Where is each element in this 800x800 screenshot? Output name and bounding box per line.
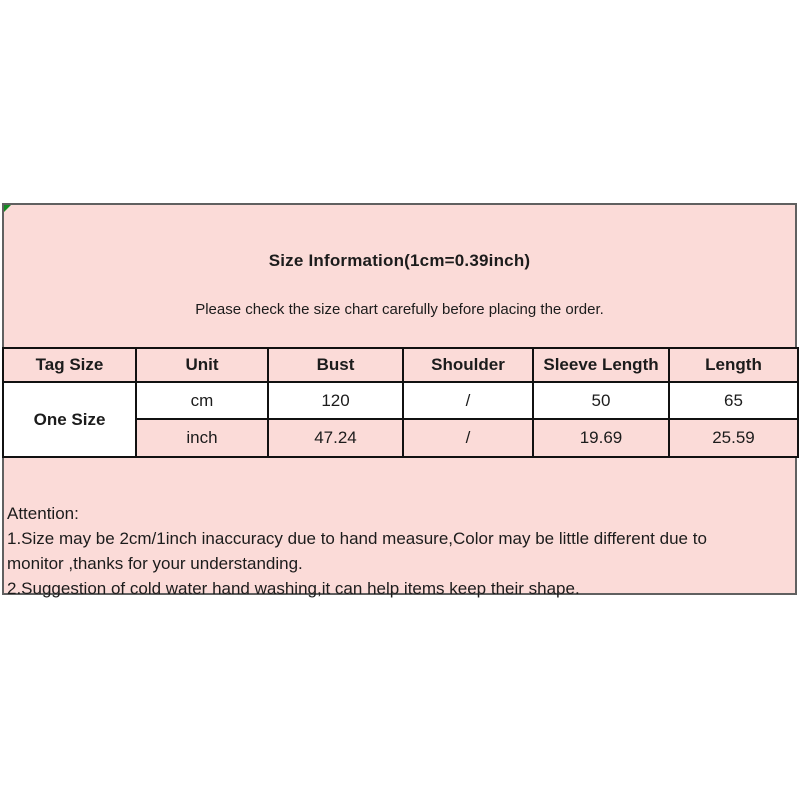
attention-line-2: monitor ,thanks for your understanding.: [7, 554, 303, 573]
attention-line-3: 2.Suggestion of cold water hand washing,it can help items keep their shape.: [7, 579, 580, 598]
cell-cm-unit: cm: [136, 382, 268, 419]
attention-line-1: 1.Size may be 2cm/1inch inaccuracy due to hand measure,Color may be little different due to: [7, 529, 707, 548]
table-header-row: [3, 348, 798, 382]
panel-title: Size Information(1cm=0.39inch): [268, 251, 531, 270]
attention-heading: Attention:: [7, 504, 79, 523]
table-row-cm: [3, 382, 798, 419]
col-header-shoulder: Shoulder: [403, 348, 533, 382]
col-header-sleeve-length: Sleeve Length: [533, 348, 669, 382]
col-header-tag-size: Tag Size: [3, 348, 136, 382]
cell-inch-sleeve-length: 19.69: [533, 419, 669, 457]
green-triangle-marker: [4, 205, 11, 212]
col-header-unit: Unit: [136, 348, 268, 382]
cell-cm-bust: 120: [268, 382, 403, 419]
attention-note: [7, 501, 793, 601]
cell-cm-sleeve-length: 50: [533, 382, 669, 419]
cell-cm-length: 65: [669, 382, 798, 419]
size-table: [2, 347, 799, 458]
cell-cm-shoulder: /: [403, 382, 533, 419]
cell-inch-shoulder: /: [403, 419, 533, 457]
col-header-bust: Bust: [268, 348, 403, 382]
cell-tag-size: One Size: [3, 382, 136, 457]
cell-inch-length: 25.59: [669, 419, 798, 457]
col-header-length: Length: [669, 348, 798, 382]
cell-inch-unit: inch: [136, 419, 268, 457]
cell-inch-bust: 47.24: [268, 419, 403, 457]
panel-subtitle: Please check the size chart carefully before placing the order.: [195, 301, 604, 318]
